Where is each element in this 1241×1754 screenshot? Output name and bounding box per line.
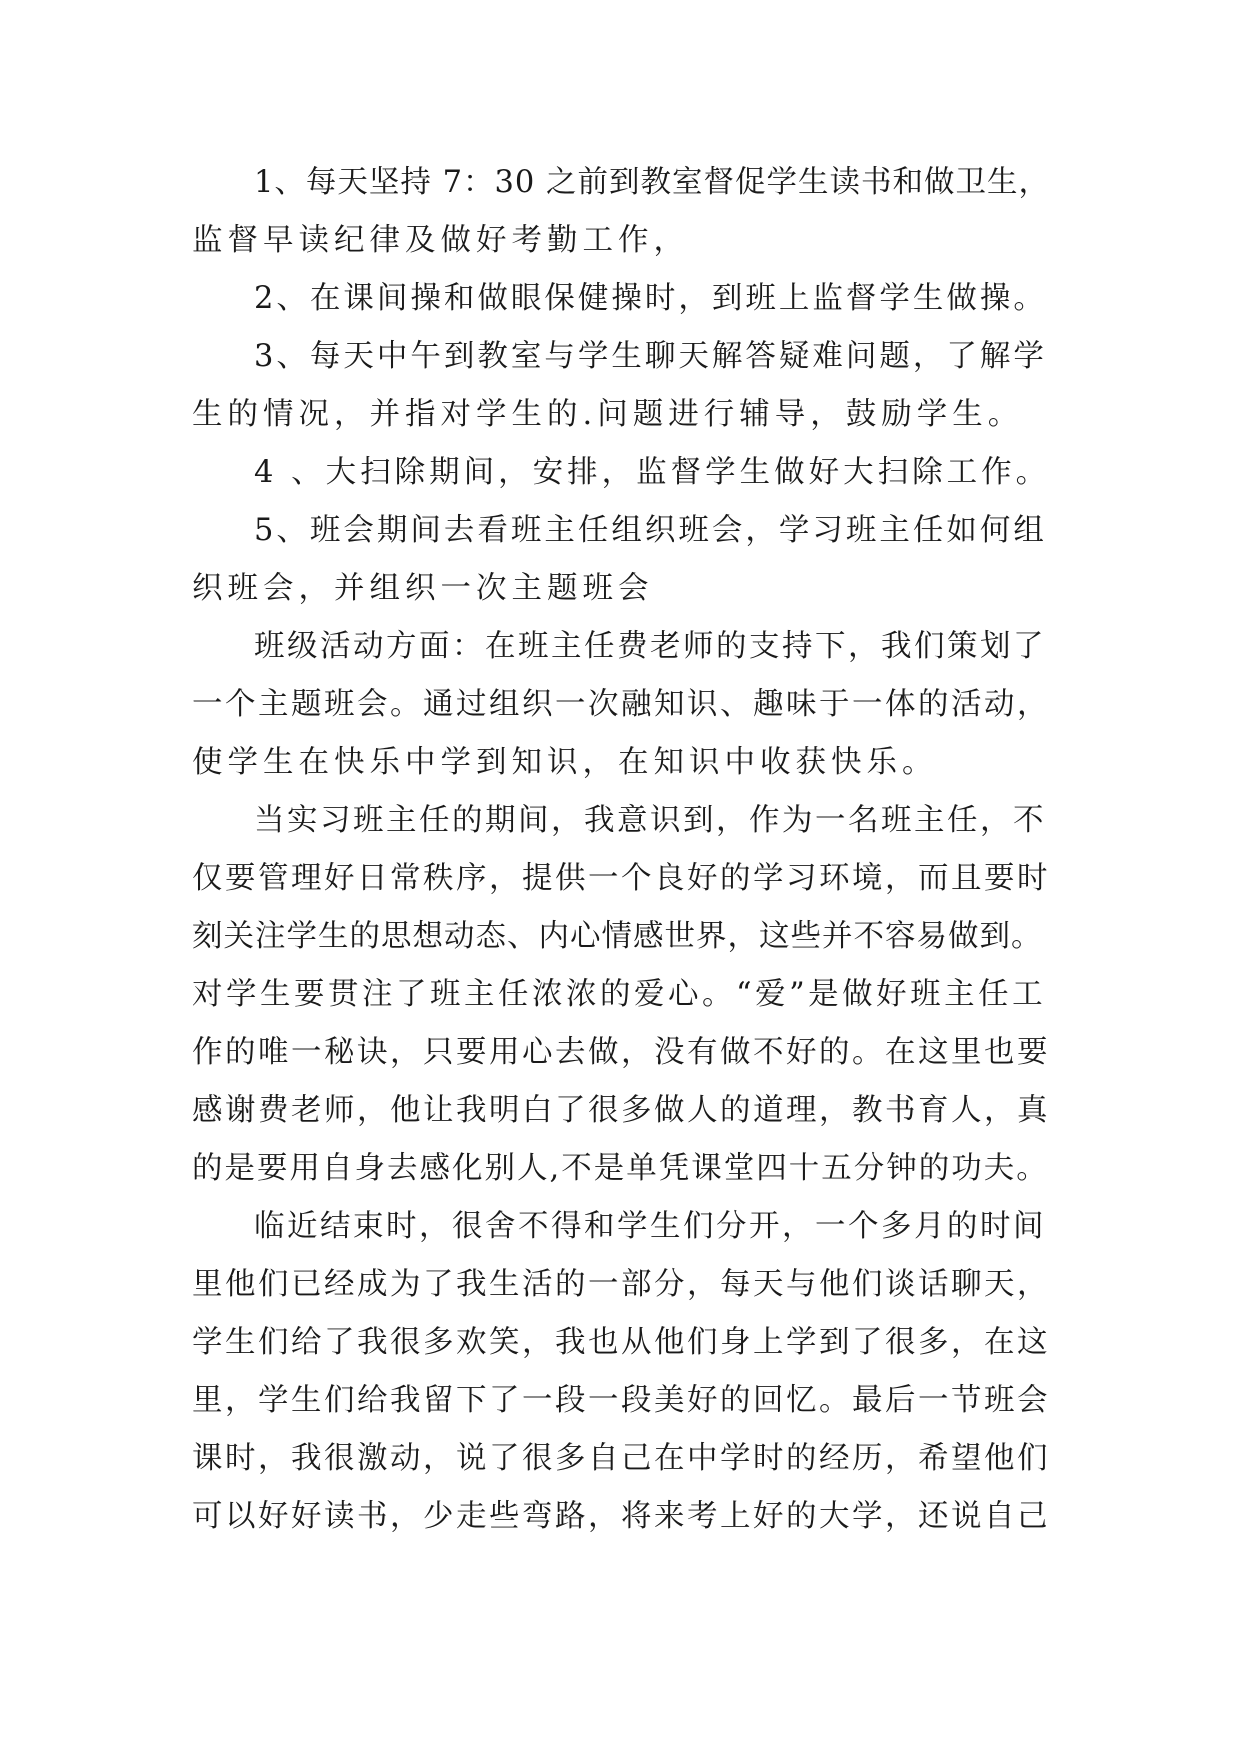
text-line: 可以好好读书，少走些弯路，将来考上好的大学，还说自己 xyxy=(192,1499,1050,1534)
paragraph-1 xyxy=(192,154,1054,270)
text-line: 感谢费老师，他让我明白了很多做人的道理，教书育人，真 xyxy=(192,1093,1050,1128)
text-line: 里他们已经成为了我生活的一部分，每天与他们谈话聊天， xyxy=(192,1267,1050,1302)
text-line: 临近结束时，很舍不得和学生们分开，一个多月的时间 xyxy=(254,1209,1046,1244)
paragraph-2 xyxy=(192,270,1054,328)
text-line: 当实习班主任的期间，我意识到，作为一名班主任，不 xyxy=(254,803,1046,838)
body-text xyxy=(192,154,1054,1546)
text-line: 学生们给了我很多欢笑，我也从他们身上学到了很多，在这 xyxy=(192,1325,1050,1360)
text-line: 课时，我很激动，说了很多自己在中学时的经历，希望他们 xyxy=(192,1441,1050,1476)
paragraph-8 xyxy=(192,1198,1054,1546)
paragraph-5 xyxy=(192,502,1054,618)
text-line: 里，学生们给我留下了一段一段美好的回忆。最后一节班会 xyxy=(192,1383,1050,1418)
paragraph-3 xyxy=(192,328,1054,444)
text-line: 监督早读纪律及做好考勤工作， xyxy=(192,223,689,258)
text-line: 作的唯一秘诀，只要用心去做，没有做不好的。在这里也要 xyxy=(192,1035,1050,1070)
text-line: 生的情况，并指对学生的.问题进行辅导，鼓励学生。 xyxy=(192,397,1024,432)
text-line: 对学生要贯注了班主任浓浓的爱心。“爱”是做好班主任工 xyxy=(192,977,1047,1012)
text-line: 班级活动方面：在班主任费老师的支持下，我们策划了 xyxy=(254,629,1046,664)
text-line: 2、在课间操和做眼保健操时，到班上监督学生做操。 xyxy=(254,281,1047,316)
paragraph-6 xyxy=(192,618,1054,792)
paragraph-4 xyxy=(192,444,1054,502)
text-line: 一个主题班会。通过组织一次融知识、趣味于一体的活动， xyxy=(192,687,1050,722)
text-line: 仅要管理好日常秩序，提供一个良好的学习环境，而且要时 xyxy=(192,861,1050,896)
text-line: 4 、大扫除期间，安排，监督学生做好大扫除工作。 xyxy=(254,455,1051,490)
text-line: 织班会，并组织一次主题班会 xyxy=(192,571,654,606)
text-line: 使学生在快乐中学到知识，在知识中收获快乐。 xyxy=(192,745,938,780)
text-line: 3、每天中午到教室与学生聊天解答疑难问题，了解学 xyxy=(254,339,1047,374)
text-line: 5、班会期间去看班主任组织班会，学习班主任如何组 xyxy=(254,513,1047,548)
paragraph-7 xyxy=(192,792,1054,1198)
text-line: 刻关注学生的思想动态、内心情感世界，这些并不容易做到。 xyxy=(192,919,1043,954)
text-line: 1、每天坚持 7：30 之前到教室督促学生读书和做卫生， xyxy=(254,165,1051,200)
text-line: 的是要用自身去感化别人,不是单凭课堂四十五分钟的功夫。 xyxy=(192,1151,1049,1186)
